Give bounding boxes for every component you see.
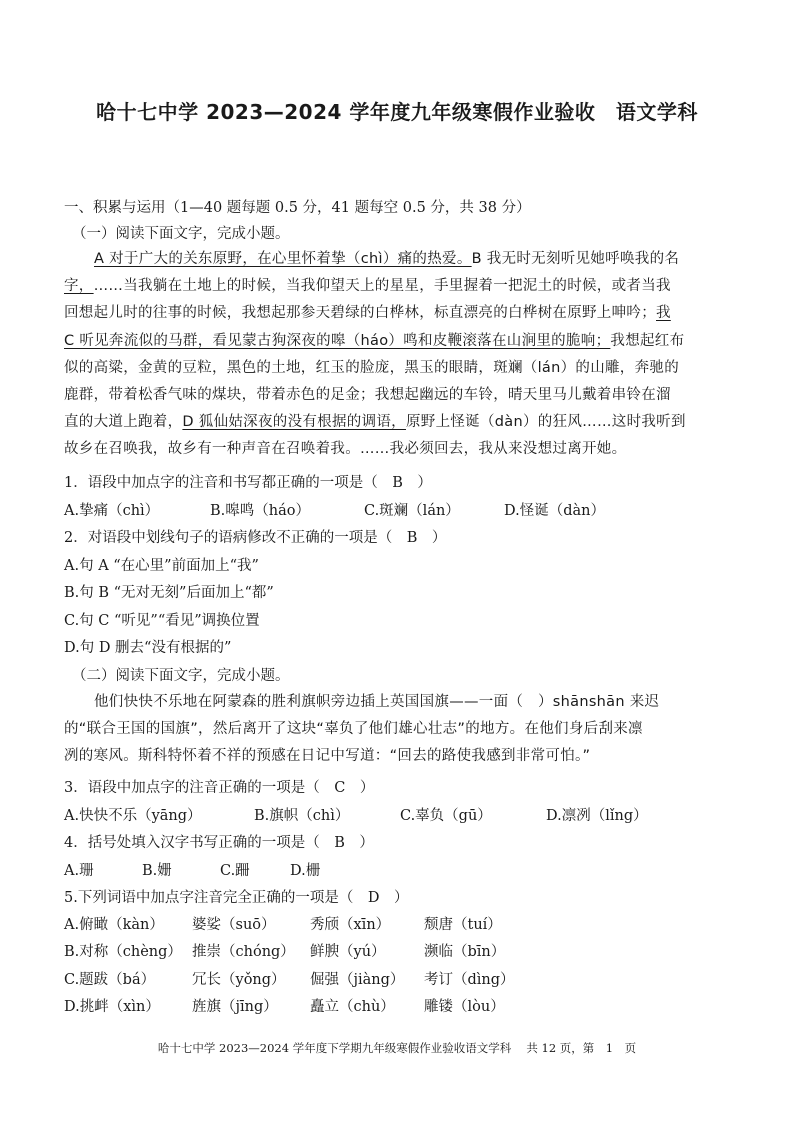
word: D.挑衅（xìn） bbox=[64, 999, 160, 1015]
sentence-c: C 听见奔流似的马群，看见蒙古狗深夜的嗥（háo）鸣和皮鞭滚落在山涧里的脆响； bbox=[64, 332, 611, 349]
passage-text: 直的大道上跑着， bbox=[64, 414, 183, 431]
option-c: C.句 C “听见”“看见”调换位置 bbox=[64, 613, 260, 629]
word: 濒临（bīn） bbox=[424, 944, 506, 960]
word: 雕镂（lòu） bbox=[424, 999, 505, 1015]
passage-text: 故乡在召唤我，故乡有一种声音在召唤着我。……我必须回去，我从来没想过离开她。 bbox=[64, 441, 627, 458]
word: 推崇（chóng） bbox=[192, 944, 295, 960]
option-d: D.凛冽（lǐng） bbox=[546, 808, 648, 824]
question-4-stem: 4．括号处填入汉字书写正确的一项是（ B ） bbox=[64, 835, 374, 851]
page-title: 哈十七中学 2023—2024 学年度九年级寒假作业验收 语文学科 bbox=[96, 100, 698, 124]
word: 婆娑（suō） bbox=[192, 917, 276, 933]
option-a: A.快快不乐（yāng） bbox=[64, 808, 202, 824]
page-footer: 哈十七中学 2023—2024 学年度下学期九年级寒假作业验收语文学科 共 12 页，第 1 页 bbox=[157, 1041, 637, 1055]
option-d: D.栅 bbox=[290, 863, 321, 879]
option-d: D.句 D 删去“没有根据的” bbox=[64, 640, 232, 656]
word: 旌旗（jīng） bbox=[192, 999, 278, 1015]
passage-text: 似的高粱，金黄的豆粒，黑色的土地，红玉的脸庞，黑玉的眼睛，斑斓（lán）的山雕，奔驰的 bbox=[64, 359, 679, 376]
option-a: A.挚痛（chì） bbox=[64, 503, 160, 519]
passage-text: 他们快快不乐地在阿蒙森的胜利旗帜旁边插上英国国旗——一面（ ）shānshān 来迟 bbox=[94, 694, 660, 710]
passage-text: 冽的寒风。斯科特怀着不祥的预感在日记中写道：“回去的路使我感到非常可怕。” bbox=[64, 748, 591, 765]
passage-1 bbox=[64, 246, 730, 464]
question-5-stem: 5.下列词语中加点字注音完全正确的一项是（ D ） bbox=[64, 890, 409, 906]
option-a: A.句 A “在心里”前面加上“我” bbox=[64, 558, 259, 574]
question-4-options bbox=[64, 861, 320, 881]
option-c: C.跚 bbox=[220, 863, 250, 879]
option-c: C.辜负（gū） bbox=[400, 808, 492, 824]
question-5-row bbox=[64, 942, 505, 962]
word: 鲜腴（yú） bbox=[310, 944, 386, 960]
sentence-d: D 狐仙姑深夜的没有根据的调语， bbox=[182, 414, 406, 431]
question-1-stem: 1．语段中加点字的注音和书写都正确的一项是（ B ） bbox=[64, 475, 432, 491]
question-5-row bbox=[64, 915, 502, 935]
word: 考订（dìng） bbox=[424, 972, 515, 988]
option-c: C.斑斓（lán） bbox=[364, 503, 460, 519]
option-b: B.姗 bbox=[142, 863, 172, 879]
part2-heading: （二）阅读下面文字，完成小题。 bbox=[72, 668, 290, 684]
word: B.对称（chèng） bbox=[64, 944, 182, 960]
word: 倔强（jiàng） bbox=[310, 972, 405, 988]
passage-text: ……当我躺在土地上的时候，当我仰望天上的星星，手里握着一把泥土的时候，或者当我 bbox=[93, 278, 671, 295]
passage-text: 的“联合王国的国旗”，然后离开了这块“辜负了他们雄心壮志”的地方。在他们身后刮来凛 bbox=[64, 721, 643, 738]
passage-text: 原野上怪诞（dàn）的狂风……这时我听到 bbox=[405, 414, 686, 431]
question-1-options bbox=[64, 501, 605, 521]
question-5-row bbox=[64, 997, 505, 1017]
sentence-c-start: 我 bbox=[656, 305, 671, 322]
question-3-stem: 3．语段中加点字的注音正确的一项是（ C ） bbox=[64, 780, 375, 796]
option-b: B.嗥鸣（háo） bbox=[210, 503, 310, 519]
word: 冗长（yǒng） bbox=[192, 972, 286, 988]
question-3-options bbox=[64, 806, 648, 826]
option-b: B.旗帜（chì） bbox=[254, 808, 350, 824]
section-heading: 一、积累与运用（1—40 题每题 0.5 分，41 题每空 0.5 分，共 38 分） bbox=[64, 200, 531, 216]
passage-text: 回想起儿时的往事的时候，我想起那参天碧绿的白桦林，标直漂亮的白桦树在原野上呻吟； bbox=[64, 305, 656, 322]
passage-2 bbox=[64, 689, 730, 771]
word: 颓唐（tuí） bbox=[424, 917, 502, 933]
sentence-b-end: 字， bbox=[64, 278, 94, 295]
question-5-row bbox=[64, 970, 515, 990]
word: 矗立（chù） bbox=[310, 999, 395, 1015]
passage-text: B 我无时无刻听见她呼唤我的名 bbox=[471, 251, 680, 267]
passage-text: 我想起红布 bbox=[610, 332, 685, 349]
option-d: D.怪诞（dàn） bbox=[504, 503, 605, 519]
word: 秀颀（xīn） bbox=[310, 917, 391, 933]
word: A.俯瞰（kàn） bbox=[64, 917, 164, 933]
passage-text: 鹿群，带着松香气味的煤块，带着赤色的足金；我想起幽远的车铃，晴天里马儿戴着串铃在溜 bbox=[64, 387, 671, 404]
part1-heading: （一）阅读下面文字，完成小题。 bbox=[72, 226, 290, 242]
sentence-a: A 对于广大的关东原野，在心里怀着挚（chì）痛的热爱。 bbox=[94, 251, 472, 267]
question-2-stem: 2．对语段中划线句子的语病修改不正确的一项是（ B ） bbox=[64, 530, 447, 546]
word: C.题跋（bá） bbox=[64, 972, 156, 988]
option-b: B.句 B “无对无刻”后面加上“都” bbox=[64, 585, 274, 601]
option-a: A.珊 bbox=[64, 863, 94, 879]
